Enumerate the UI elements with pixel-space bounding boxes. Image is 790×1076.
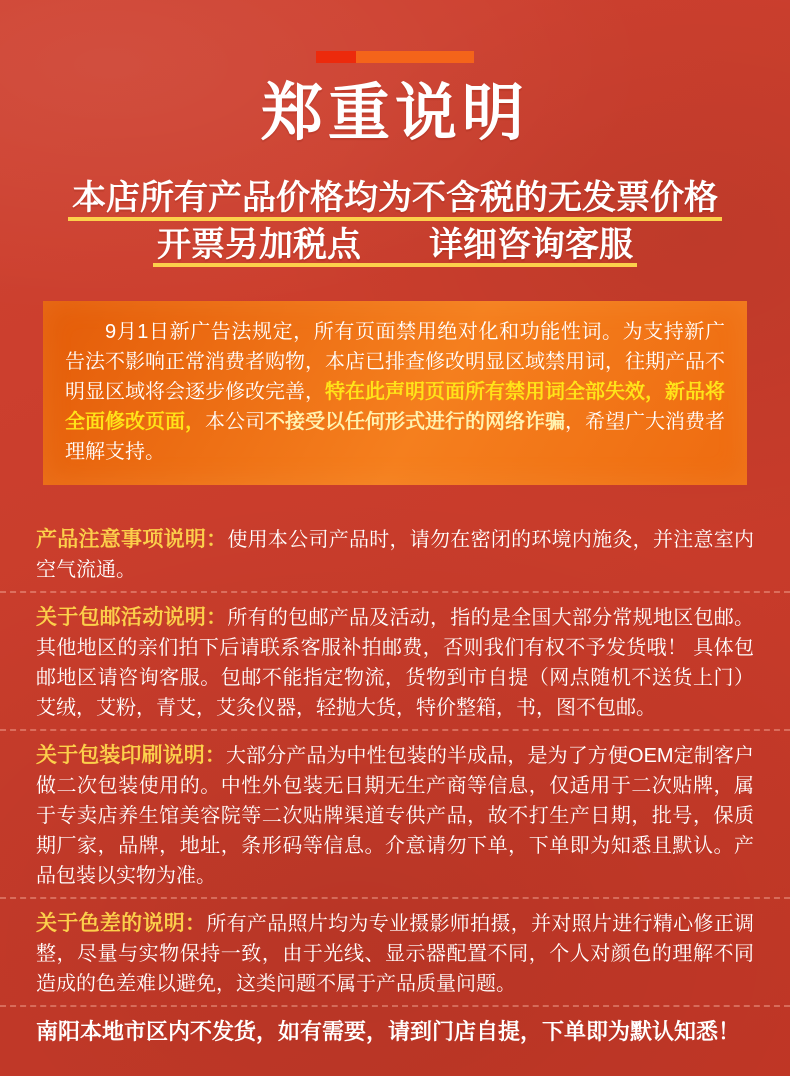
law-text-normal-3: ，希望广大消费者理解支持。	[65, 411, 725, 464]
section-packaging-printing	[36, 741, 754, 891]
section-product-precautions-label: 产品注意事项说明：	[36, 528, 228, 552]
section-product-precautions-body: 使用本公司产品时，请勿在密闭的环境内施灸，并注意室内空气流通。	[36, 529, 755, 582]
section-packaging-printing-label: 关于包装印刷说明：	[36, 744, 226, 768]
price-notice	[0, 181, 790, 267]
section-packaging-printing-body: 大部分产品为中性包装的半成品，是为了方便OEM定制客户做二次包装使用的。中性外包装无日期无生产商等信息，仅适用于二次贴牌，属于专卖店养生馆美容院等二次贴牌渠道专供产品，故不打生产日期，批号，保质期厂家，品牌，地址，条形码等信息。介意请勿下单，下单即为知悉且默认。产品包装以实物为准。	[36, 745, 754, 888]
law-text-highlight-pale: 不接受以任何形式进行的网络诈骗	[265, 411, 565, 434]
price-notice-text-1: 本店所有产品价格均为不含税的无发票价格	[68, 181, 722, 221]
law-text-highlight-yellow: 特在此声明页面所有禁用词全部失效，新品将全面修改页面，	[65, 381, 725, 434]
ad-law-notice-text	[65, 317, 725, 467]
section-color-difference-label: 关于色差的说明：	[36, 912, 207, 936]
price-notice-text-2: 开票另加税点 详细咨询客服	[153, 228, 637, 268]
ad-law-notice-box	[43, 301, 747, 485]
title-accent-bar	[316, 51, 474, 63]
dashed-separator-1	[0, 591, 790, 593]
local-pickup-notice: 南阳本地市区内不发货，如有需要，请到门店自提，下单即为默认知悉！	[36, 1019, 741, 1045]
dashed-separator-3	[0, 897, 790, 899]
accent-bar-left-segment	[316, 51, 356, 63]
dashed-separator-4	[0, 1005, 790, 1007]
info-sections	[0, 525, 790, 1047]
price-notice-line-2	[0, 225, 790, 268]
section-product-precautions	[36, 525, 754, 585]
accent-bar-right-segment	[356, 51, 474, 63]
dashed-separator-2	[0, 729, 790, 731]
section-color-difference	[36, 909, 754, 999]
section-free-shipping-body: 所有的包邮产品及活动，指的是全国大部分常规地区包邮。其他地区的亲们拍下后请联系客服补拍邮费，否则我们有权不予发货哦！ 具体包邮地区请咨询客服。包邮不能指定物流，货物到市自提（网点随机不送货上门）艾绒，艾粉，青艾，艾灸仪器，轻抛大货，特价整箱，书，图不包邮。	[36, 607, 755, 720]
law-text-normal-2: 本公司	[205, 411, 265, 434]
section-free-shipping	[36, 603, 754, 723]
page-title: 郑重说明	[260, 79, 529, 148]
law-text-normal-1: 9月1日新广告法规定，所有页面禁用绝对化和功能性词。为支持新广告法不影响正常消费者购物，本店已排查修改明显区域禁用词，往期产品不明显区域将会逐步修改完善，	[65, 321, 725, 404]
price-notice-line-1	[0, 181, 790, 221]
section-free-shipping-label: 关于包邮活动说明：	[36, 606, 228, 630]
section-color-difference-body: 所有产品照片均为专业摄影师拍摄，并对照片进行精心修正调整，尽量与实物保持一致，由于光线、显示器配置不同，个人对颜色的理解不同造成的色差难以避免，这类问题不属于产品质量问题。	[36, 913, 755, 996]
